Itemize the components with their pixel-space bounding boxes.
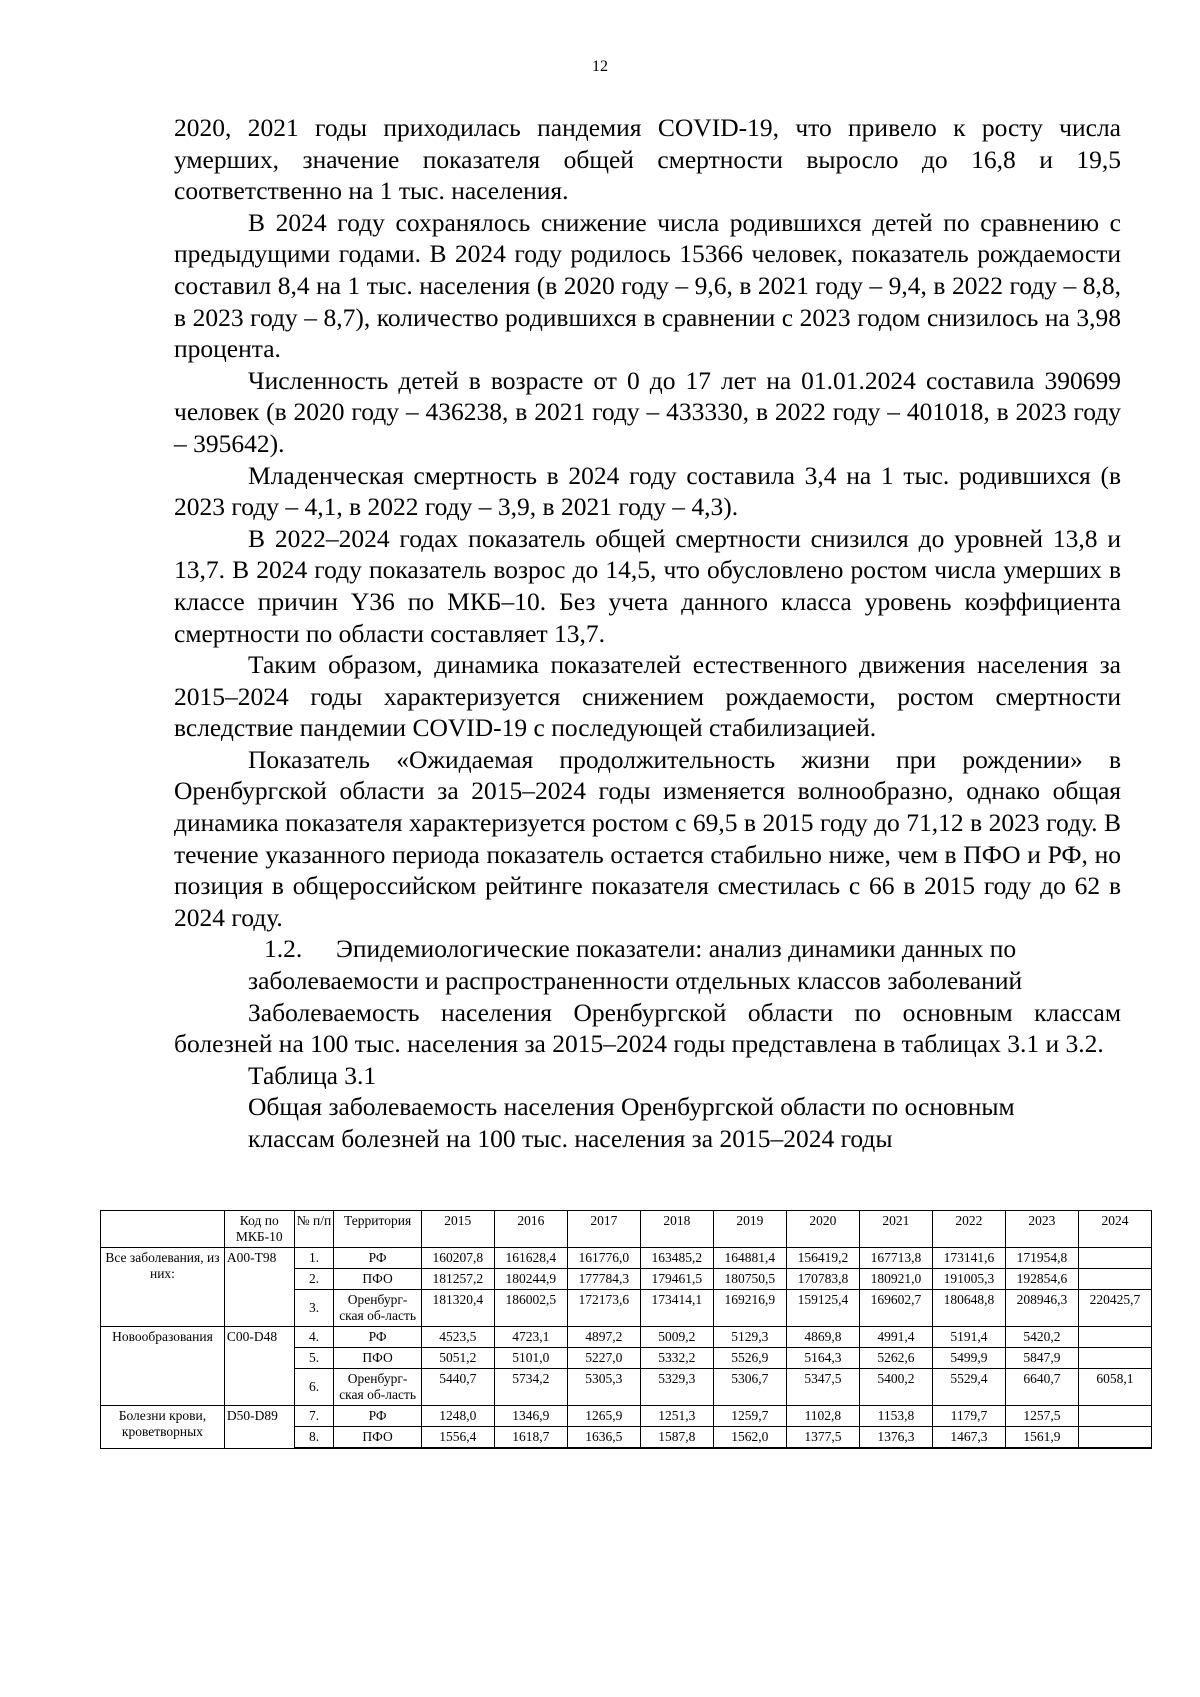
value-cell: 5847,9 bbox=[1005, 1348, 1078, 1369]
header-class bbox=[101, 1211, 225, 1248]
value-cell: 5499,9 bbox=[932, 1348, 1005, 1369]
value-cell: 167713,8 bbox=[859, 1248, 932, 1269]
row-number: 4. bbox=[294, 1327, 334, 1348]
intro-paragraph: Заболеваемость населения Оренбургской области по основным классам болезней на 100 тыс. населения за 2015–2024 годы представлена в таблицах 3.1 и 3.2. bbox=[174, 997, 1121, 1059]
row-number: 7. bbox=[294, 1406, 334, 1427]
icd-code: D50-D89 bbox=[224, 1406, 294, 1449]
paragraph: В 2024 году сохранялось снижение числа родившихся детей по сравнению с предыдущими годами. В 2024 году родилось 15366 человек, показатель рождаемости составил 8,4 на 1 тыс. населения (в 2020 году – 9,6, в 2021 году – 9,4, в 2022 году – 8,8, в 2023 году – 8,7), количество родившихся в сравнении с 2023 годом снизилось на 3,98 процента. bbox=[174, 207, 1121, 364]
value-cell: 1251,3 bbox=[640, 1406, 713, 1427]
value-cell: 6058,1 bbox=[1078, 1369, 1151, 1406]
value-cell: 5420,2 bbox=[1005, 1327, 1078, 1348]
value-cell: 1562,0 bbox=[713, 1427, 786, 1449]
header-year: 2020 bbox=[786, 1211, 859, 1248]
icd-code: А00-Т98 bbox=[224, 1248, 294, 1327]
icd-code: С00-D48 bbox=[224, 1327, 294, 1406]
disease-class: Все заболевания, из них: bbox=[101, 1248, 225, 1327]
value-cell: 5329,3 bbox=[640, 1369, 713, 1406]
value-cell bbox=[1078, 1269, 1151, 1290]
value-cell: 1556,4 bbox=[421, 1427, 494, 1449]
territory: Оренбург-ская об-ласть bbox=[334, 1290, 421, 1327]
territory: ПФО bbox=[334, 1348, 421, 1369]
value-cell bbox=[1078, 1248, 1151, 1269]
value-cell: 220425,7 bbox=[1078, 1290, 1151, 1327]
table-title-line2: классам болезней на 100 тыс. населения за 2015–2024 годы bbox=[248, 1124, 893, 1154]
morbidity-table bbox=[100, 1210, 1152, 1449]
section-title-line1: Эпидемиологические показатели: анализ динамики данных по bbox=[336, 934, 1017, 964]
row-number: 5. bbox=[294, 1348, 334, 1369]
header-year: 2018 bbox=[640, 1211, 713, 1248]
value-cell: 1377,5 bbox=[786, 1427, 859, 1449]
value-cell: 173414,1 bbox=[640, 1290, 713, 1327]
paragraph: Младенческая смертность в 2024 году составила 3,4 на 1 тыс. родившихся (в 2023 году – 4,1, в 2022 году – 3,9, в 2021 году – 4,3). bbox=[174, 460, 1121, 522]
value-cell: 180244,9 bbox=[494, 1269, 567, 1290]
header-year: 2019 bbox=[713, 1211, 786, 1248]
value-cell: 156419,2 bbox=[786, 1248, 859, 1269]
value-cell: 169602,7 bbox=[859, 1290, 932, 1327]
header-year: 2021 bbox=[859, 1211, 932, 1248]
value-cell: 5051,2 bbox=[421, 1348, 494, 1369]
paragraph: Численность детей в возрасте от 0 до 17 лет на 01.01.2024 составила 390699 человек (в 2020 году – 436238, в 2021 году – 433330, в 2022 году – 401018, в 2023 году – 395642). bbox=[174, 365, 1121, 458]
value-cell: 181320,4 bbox=[421, 1290, 494, 1327]
value-cell: 180750,5 bbox=[713, 1269, 786, 1290]
value-cell: 5529,4 bbox=[932, 1369, 1005, 1406]
paragraph: В 2022–2024 годах показатель общей смертности снизился до уровней 13,8 и 13,7. В 2024 году показатель возрос до 14,5, что обусловлено ростом числа умерших в классе причин Y36 по МКБ–10. Без учета данного класса уровень коэффициента смертности по области составляет 13,7. bbox=[174, 523, 1121, 648]
value-cell bbox=[1078, 1348, 1151, 1369]
value-cell: 5101,0 bbox=[494, 1348, 567, 1369]
value-cell: 1179,7 bbox=[932, 1406, 1005, 1427]
value-cell: 181257,2 bbox=[421, 1269, 494, 1290]
table-title-line1: Общая заболеваемость населения Оренбургской области по основным bbox=[248, 1092, 1015, 1122]
value-cell: 179461,5 bbox=[640, 1269, 713, 1290]
value-cell: 1102,8 bbox=[786, 1406, 859, 1427]
value-cell: 5164,3 bbox=[786, 1348, 859, 1369]
value-cell: 1346,9 bbox=[494, 1406, 567, 1427]
table-body bbox=[101, 1248, 1152, 1449]
value-cell: 4723,1 bbox=[494, 1327, 567, 1348]
value-cell: 172173,6 bbox=[567, 1290, 640, 1327]
value-cell: 1259,7 bbox=[713, 1406, 786, 1427]
header-num: № п/п bbox=[294, 1211, 334, 1248]
value-cell: 170783,8 bbox=[786, 1269, 859, 1290]
section-number: 1.2. bbox=[264, 934, 303, 964]
value-cell: 4869,8 bbox=[786, 1327, 859, 1348]
table-row bbox=[101, 1248, 1152, 1269]
value-cell: 171954,8 bbox=[1005, 1248, 1078, 1269]
value-cell: 5227,0 bbox=[567, 1348, 640, 1369]
header-territory: Территория bbox=[334, 1211, 421, 1248]
value-cell: 4523,5 bbox=[421, 1327, 494, 1348]
value-cell: 208946,3 bbox=[1005, 1290, 1078, 1327]
value-cell: 5440,7 bbox=[421, 1369, 494, 1406]
value-cell: 5306,7 bbox=[713, 1369, 786, 1406]
value-cell: 5332,2 bbox=[640, 1348, 713, 1369]
paragraph: Таким образом, динамика показателей естественного движения населения за 2015–2024 годы характеризуется снижением рождаемости, ростом смертности вследствие пандемии COVID-19 с последующей стабилизацией. bbox=[174, 650, 1121, 743]
value-cell: 180921,0 bbox=[859, 1269, 932, 1290]
row-number: 6. bbox=[294, 1369, 334, 1406]
section-title-line2: заболеваемости и распространенности отдельных классов заболеваний bbox=[248, 966, 1023, 996]
table-row bbox=[101, 1406, 1152, 1427]
page-number: 12 bbox=[592, 58, 608, 75]
table-label: Таблица 3.1 bbox=[248, 1060, 377, 1090]
disease-class: Болезни крови, кроветворных bbox=[101, 1406, 225, 1449]
value-cell: 5129,3 bbox=[713, 1327, 786, 1348]
value-cell: 161628,4 bbox=[494, 1248, 567, 1269]
table-header-row bbox=[101, 1211, 1152, 1248]
territory: Оренбург-ская об-ласть bbox=[334, 1369, 421, 1406]
territory: ПФО bbox=[334, 1269, 421, 1290]
paragraph: 2020, 2021 годы приходилась пандемия COVID-19, что привело к росту числа умерших, значение показателя общей смертности выросло до 16,8 и 19,5 соответственно на 1 тыс. населения. bbox=[174, 113, 1121, 206]
value-cell: 4991,4 bbox=[859, 1327, 932, 1348]
value-cell: 161776,0 bbox=[567, 1248, 640, 1269]
value-cell: 6640,7 bbox=[1005, 1369, 1078, 1406]
paragraph: Показатель «Ожидаемая продолжительность жизни при рождении» в Оренбургской области за 2015–2024 годы изменяется волнообразно, однако общая динамика показателя характеризуется ростом с 69,5 в 2015 году до 71,12 в 2023 году. В течение указанного периода показатель остается стабильно ниже, чем в ПФО и РФ, но позиция в общероссийском рейтинге показателя сместилась с 66 в 2015 году до 62 в 2024 году. bbox=[174, 744, 1121, 932]
row-number: 1. bbox=[294, 1248, 334, 1269]
value-cell bbox=[1078, 1427, 1151, 1449]
territory: РФ bbox=[334, 1406, 421, 1427]
header-year: 2015 bbox=[421, 1211, 494, 1248]
territory: РФ bbox=[334, 1327, 421, 1348]
value-cell: 180648,8 bbox=[932, 1290, 1005, 1327]
header-year: 2024 bbox=[1078, 1211, 1151, 1248]
value-cell: 1467,3 bbox=[932, 1427, 1005, 1449]
value-cell: 5009,2 bbox=[640, 1327, 713, 1348]
header-year: 2022 bbox=[932, 1211, 1005, 1248]
value-cell: 159125,4 bbox=[786, 1290, 859, 1327]
value-cell: 1636,5 bbox=[567, 1427, 640, 1449]
value-cell: 1561,9 bbox=[1005, 1427, 1078, 1449]
value-cell: 1248,0 bbox=[421, 1406, 494, 1427]
value-cell: 169216,9 bbox=[713, 1290, 786, 1327]
table-row bbox=[101, 1327, 1152, 1348]
value-cell: 1153,8 bbox=[859, 1406, 932, 1427]
value-cell: 1257,5 bbox=[1005, 1406, 1078, 1427]
section-heading bbox=[174, 933, 1121, 965]
value-cell bbox=[1078, 1327, 1151, 1348]
value-cell: 5262,6 bbox=[859, 1348, 932, 1369]
value-cell: 1376,3 bbox=[859, 1427, 932, 1449]
header-code: Код по МКБ-10 bbox=[224, 1211, 294, 1248]
territory: ПФО bbox=[334, 1427, 421, 1449]
value-cell: 163485,2 bbox=[640, 1248, 713, 1269]
value-cell bbox=[1078, 1406, 1151, 1427]
value-cell: 5347,5 bbox=[786, 1369, 859, 1406]
document-body bbox=[174, 112, 1121, 1155]
value-cell: 1618,7 bbox=[494, 1427, 567, 1449]
row-number: 2. bbox=[294, 1269, 334, 1290]
value-cell: 164881,4 bbox=[713, 1248, 786, 1269]
value-cell: 191005,3 bbox=[932, 1269, 1005, 1290]
value-cell: 192854,6 bbox=[1005, 1269, 1078, 1290]
header-year: 2016 bbox=[494, 1211, 567, 1248]
value-cell: 173141,6 bbox=[932, 1248, 1005, 1269]
value-cell: 186002,5 bbox=[494, 1290, 567, 1327]
value-cell: 160207,8 bbox=[421, 1248, 494, 1269]
value-cell: 5191,4 bbox=[932, 1327, 1005, 1348]
value-cell: 1265,9 bbox=[567, 1406, 640, 1427]
value-cell: 5400,2 bbox=[859, 1369, 932, 1406]
disease-class: Новообразования bbox=[101, 1327, 225, 1406]
value-cell: 1587,8 bbox=[640, 1427, 713, 1449]
value-cell: 5734,2 bbox=[494, 1369, 567, 1406]
value-cell: 5526,9 bbox=[713, 1348, 786, 1369]
header-year: 2017 bbox=[567, 1211, 640, 1248]
territory: РФ bbox=[334, 1248, 421, 1269]
value-cell: 177784,3 bbox=[567, 1269, 640, 1290]
header-year: 2023 bbox=[1005, 1211, 1078, 1248]
row-number: 8. bbox=[294, 1427, 334, 1449]
value-cell: 5305,3 bbox=[567, 1369, 640, 1406]
value-cell: 4897,2 bbox=[567, 1327, 640, 1348]
row-number: 3. bbox=[294, 1290, 334, 1327]
